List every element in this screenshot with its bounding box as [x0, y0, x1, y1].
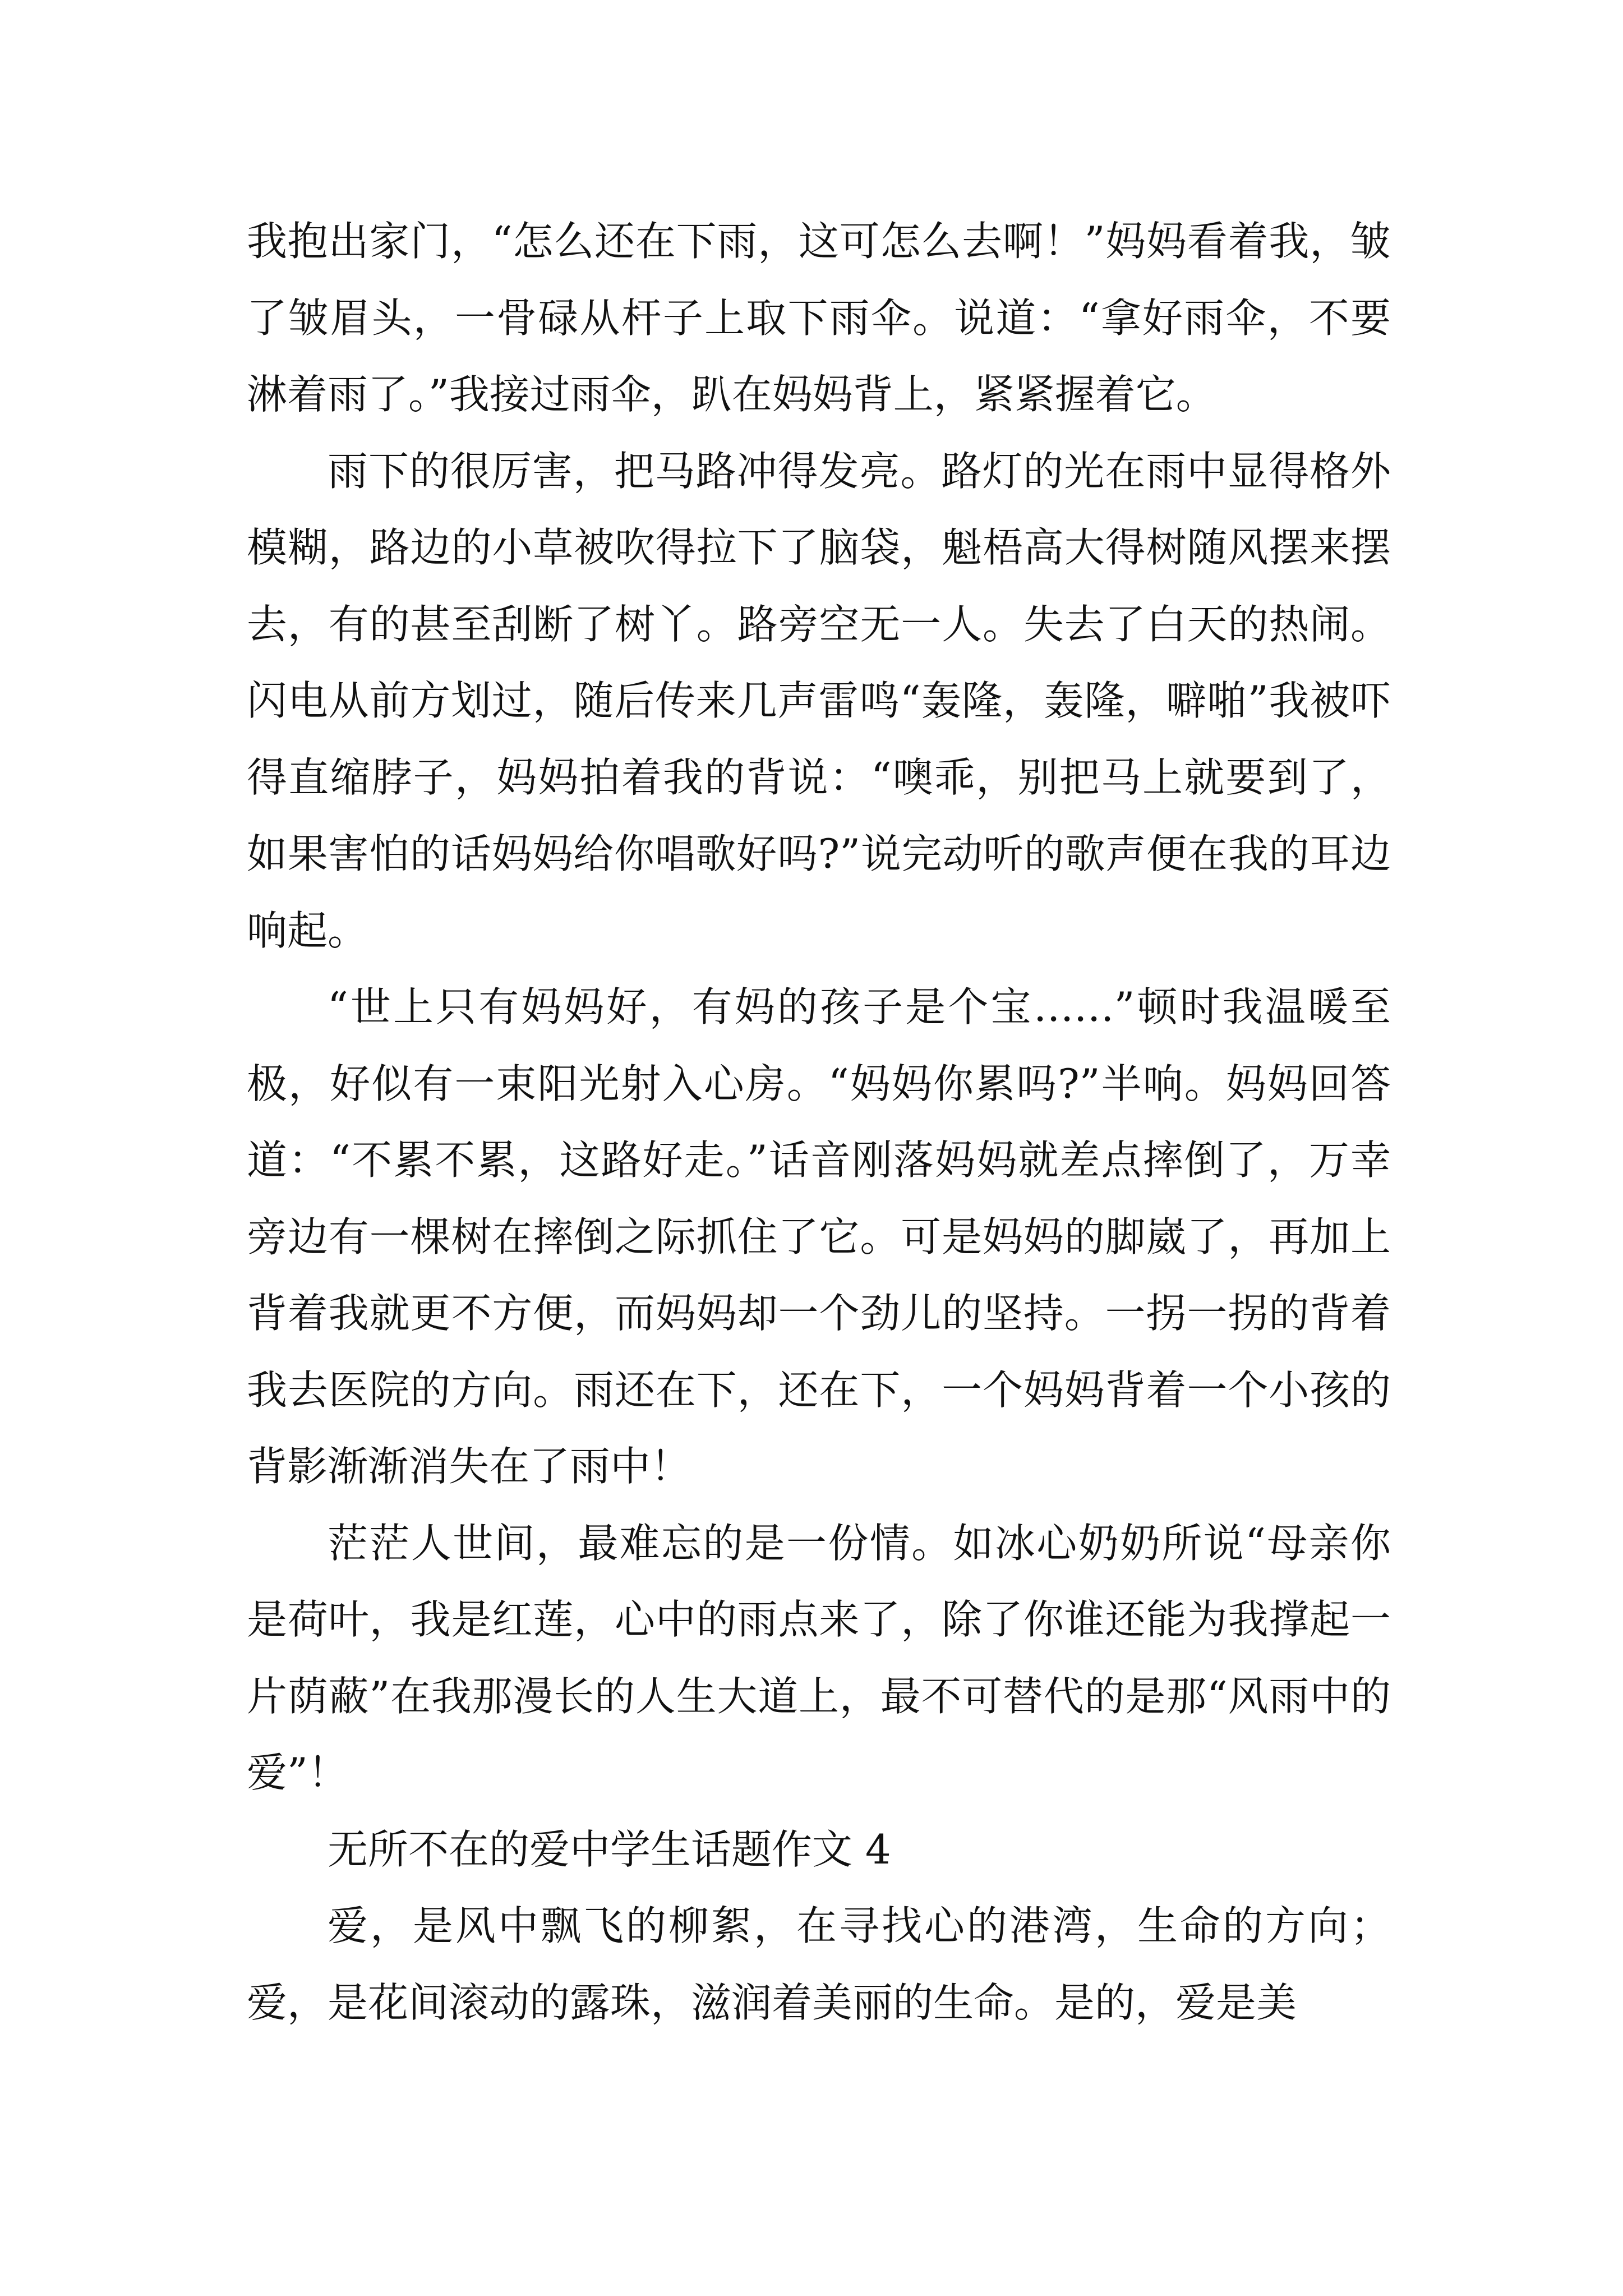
paragraph-mother-song: “世上只有妈妈好，有妈的孩子是个宝……”顿时我温暖至极，好似有一束阳光射入心房。“妈妈你累吗?”半响。妈妈回答道：“不累不累，这路好走。”话音刚落妈妈就差点摔倒了，万幸旁边有一棵树在摔倒之际抓住了它。可是妈妈的脚崴了，再加上背着我就更不方便，而妈妈却一个劲儿的坚持。一拐一拐的背着我去医院的方向。雨还在下，还在下，一个妈妈背着一个小孩的背影渐渐消失在了雨中！ [247, 983, 1391, 1490]
paragraph-love-intro: 爱，是风中飘飞的柳絮，在寻找心的港湾，生命的方向；爱，是花间滚动的露珠，滋润着美丽的生命。是的，爱是美 [247, 1902, 1391, 2026]
paragraph-conclusion: 茫茫人世间，最难忘的是一份情。如冰心奶奶所说“母亲你是荷叶，我是红莲，心中的雨点来了，除了你谁还能为我撑起一片荫蔽”在我那漫长的人生大道上，最不可替代的是那“风雨中的爱”！ [247, 1519, 1391, 1796]
section-heading: 无所不在的爱中学生话题作文 4 [328, 1825, 891, 1873]
article-body [247, 203, 1391, 2041]
paragraph-continuation: 我抱出家门，“怎么还在下雨，这可怎么去啊！”妈妈看着我，皱了皱眉头，一骨碌从杆子上取下雨伞。说道：“拿好雨伞，不要淋着雨了。”我接过雨伞，趴在妈妈背上，紧紧握着它。 [247, 218, 1391, 418]
paragraph-rain-night: 雨下的很厉害，把马路冲得发亮。路灯的光在雨中显得格外模糊，路边的小草被吹得拉下了脑袋，魁梧高大得树随风摆来摆去，有的甚至刮断了树丫。路旁空无一人。失去了白天的热闹。闪电从前方划过，随后传来几声雷鸣“轰隆，轰隆，噼啪”我被吓得直缩脖子，妈妈拍着我的背说：“噢乖，别把马上就要到了，如果害怕的话妈妈给你唱歌好吗?”说完动听的歌声便在我的耳边响起。 [247, 447, 1391, 954]
